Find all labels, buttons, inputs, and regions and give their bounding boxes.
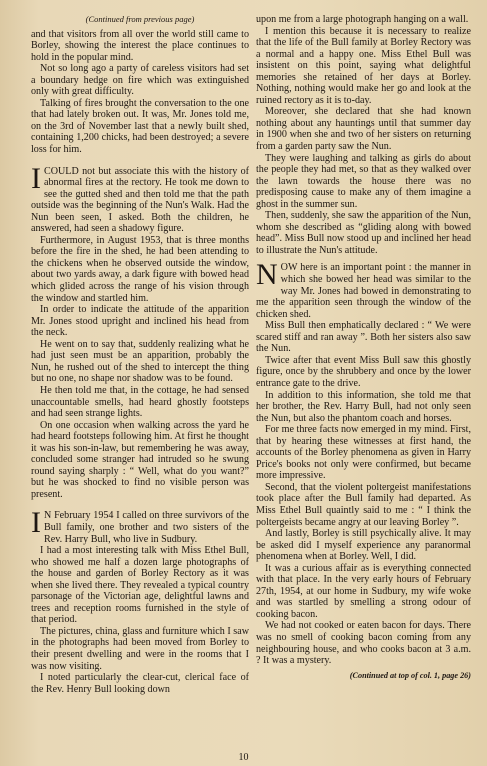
paragraph: I noted particularly the clear-cut, clerical face of the Rev. Henry Bull looking down [31, 672, 249, 695]
paragraph: It was a curious affair as is everything connected with that place. In the very early hours of February 27th, 1954, at our home in Sudbury, my wife woke and was startled by smelling a strong odour of cooking bacon. [256, 562, 471, 620]
paragraph: Twice after that event Miss Bull saw this ghostly figure, once by the shrubbery and once by the lower entrance gate to the drive. [256, 354, 471, 389]
paragraph: Second, that the violent poltergeist manifestations took place after the Bull family had departed. As Miss Ethel Bull quaintly said to me : “ I think the poltergeists became angry at our leaving Borley ”. [256, 481, 471, 528]
paragraph: Miss Bull then emphatically declared : “ We were scared stiff and ran away ”. Both her sisters also saw the Nun. [256, 320, 471, 355]
paragraph: He went on to say that, suddenly realizing what he had just seen must be an apparition, probably the Nun, he rushed out of the shed to intercept the thing but no one, no shape nor shadow was to be found. [31, 338, 249, 385]
paragraph: For me three facts now emerged in my mind. First, that by hearing these witnesses at first hand, the accounts of the Borley phenomena as given in Harry Price's books not only were confirmed, but became more impressive. [256, 424, 471, 482]
paragraph: In order to indicate the attitude of the apparition Mr. Jones stood upright and inclined his head from the neck. [31, 304, 249, 339]
continued-from-label: (Continued from previous page) [85, 14, 195, 24]
paragraph: and that visitors from all over the world still came to Borley, showing the interest the place continues to hold in the popular mind. [31, 28, 249, 63]
page-number: 10 [238, 752, 249, 763]
paragraph: On one occasion when walking across the yard he had heard footsteps following him. At first he thought it was his son-in-law, but remembering he was away, concluded some stranger had intruded so he swung round saying sharply : “ Well, what do you want?” but he was shocked to find no visible person was present. [31, 419, 249, 500]
paragraph: I mention this because it is necessary to realize that the life of the Bull family at Borley Rectory was a normal and a happy one. Miss Ethel Bull was insistent on this point, saying what delightful memories she retained of her days at Borley. Nothing, nothing would make her go and look at the ruined rectory as it is to-day. [256, 25, 471, 106]
paragraph: upon me from a large photograph hanging on a wall. [256, 14, 469, 25]
section-paragraph: I N February 1954 I called on three survivors of the Bull family, one brother and two sisters of the Rev. Harry Bull, who live in Sudbury. [31, 506, 249, 545]
continued-on-label: (Continued at top of col. 1, page 26) [349, 670, 471, 680]
paragraph: Talking of fires brought the conversation to the one that had lately broken out. It was, Mr. Jones told me, on the 3rd of November last that a newly built shed, containing 1,200 chicks, had been destroyed; a severe loss for him. [31, 97, 249, 156]
left-column [31, 14, 249, 695]
paragraph: Then, suddenly, she saw the apparition of the Nun, whom she described as “gliding along with bowed head”. Miss Bull now stood up and inclined her head to illustrate the Nun's attitude. [256, 210, 471, 256]
paragraph: I had a most interesting talk with Miss Ethel Bull, who showed me half a dozen large photographs of the house and garden of Borley Rectory as it was when she lived there. They revealed a typical country parsonage of the Victorian age, delightful lawns and trees and reception rooms furnished in the style of that period. [31, 545, 249, 626]
paragraph: He then told me that, in the cottage, he had sensed unaccountable smells, had heard ghostly footsteps and had seen strange lights. [31, 384, 249, 420]
paragraph: The pictures, china, glass and furniture which I saw in the photographs had been moved from Borley to their present dwelling and were in the rooms that I was now visiting. [31, 625, 249, 672]
paragraph: They were laughing and talking as girls do about the people they had met, so that as they walked over the lawn towards the house there was no predisposing cause to make any of them imagine a ghost in the summer sun. [256, 152, 471, 210]
paragraph: We had not cooked or eaten bacon for days. There was no smell of cooking bacon coming from any neighbouring house, and who cooks bacon at 3 a.m. ? It was a mystery. [256, 620, 471, 667]
drop-cap: I [31, 161, 41, 195]
section-paragraph: ICOULD not but associate this with the history of abnormal fires at the rectory. He took me down to see the gutted shed and then told me that the path outside was the beginning of the Nun's Walk. Had the Nun been seen, I asked. Both the children, he answered, had seen a shadowy figure. [31, 161, 249, 235]
drop-cap: N [256, 258, 278, 292]
paragraph: In addition to this information, she told me that her brother, the Rev. Harry Bull, had not only seen the Nun, but also the phantom coach and horses. [256, 389, 471, 424]
drop-cap: I [31, 506, 41, 540]
paragraph: Moreover, she declared that she had known nothing about any hauntings until that summer day in 1900 when she and two of her sisters on returning from a garden party saw the Nun. [256, 106, 471, 153]
section-paragraph: NOW here is an important point : the manner in which she bowed her head was similar to the way Mr. Jones had bowed in demonstrating to me the apparition seen through the window of the chicken shed. [256, 258, 471, 320]
paragraph: And lastly, Borley is still psychically alive. It may be asked did I myself experience any paranormal phenomena when at Borley. Well, I did. [256, 528, 471, 563]
right-column [256, 14, 471, 681]
paragraph: Furthermore, in August 1953, that is three months before the fire in the shed, he had been attending to the chickens when he observed outside the window, about two yards away, a dark figure with bowed head which glided across the range of his vision through the window and startled him. [31, 234, 249, 304]
paragraph: Not so long ago a party of careless visitors had set a boundary hedge on fire which was extinguished only with great difficulty. [31, 63, 249, 98]
